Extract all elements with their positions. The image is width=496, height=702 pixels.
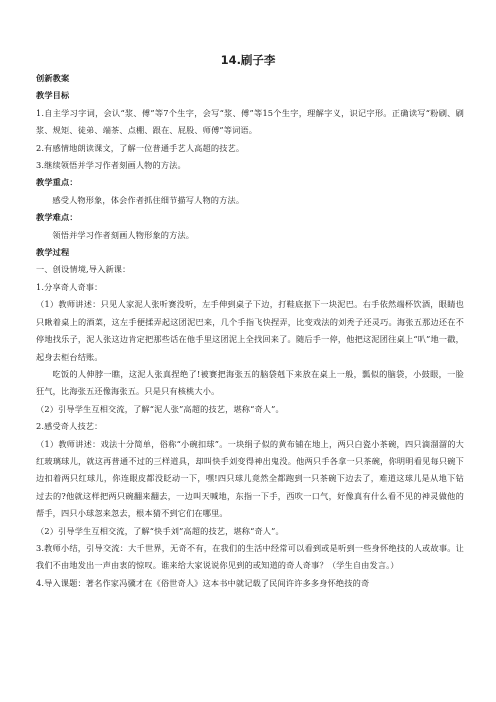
process-step-one: 一、创设情境,导入新课： xyxy=(36,264,131,275)
heading-goals: 教学目标 xyxy=(36,90,70,101)
document-body xyxy=(36,70,464,592)
key-points-text: 感受人物形象，体会作者抓住细节描写人物的方法。 xyxy=(52,194,245,205)
difficult-points-text: 领悟并学习作者刻画人物形象的方法。 xyxy=(52,229,195,240)
heading-plan: 创新教案 xyxy=(36,73,70,83)
process-item-2a: （1）教师讲述：戏法十分简单，俗称“小碗扣球”。一块绢子似的黄布铺在地上，两只白瓷小茶碗，四只滴溜溜的大红玻璃球儿，就这再普通不过的三样道具，却叫快手刘变得神出鬼没。他两只手各拿一只茶碗，你明明看见每只碗下边扣着两只红球儿，你连眼皮都没眨动一下，嘿!四只球儿竟然全都跑到一只茶碗下边去了，难道这球儿是从地下钻过去的?他就这样把两只碗翻来翻去，一边叫天喊地，东指一下手，西吹一口气，好像真有什么看不见的神灵做他的帮手，四只小球忽来忽去，根本猜不到它们在哪里。 xyxy=(36,438,464,519)
goal-item-2: 2.有感情地朗读课文，了解一位普通手艺人高超的技艺。 xyxy=(36,142,245,153)
process-item-2b: （2）引导学生互相交流，了解“快手刘”高超的技艺，堪称“奇人”。 xyxy=(36,525,284,536)
process-item-3: 3.教师小结，引导交流：大千世界，无奇不有，在我们的生活中经常可以看到或是听到一些身怀绝技的人或故事。让我们不由地发出一声由衷的惊叹。谁来给大家说说你见到的或知道的奇人奇事？（学生自由发言。） xyxy=(36,542,464,571)
process-item-1a: （1）教师讲述：只见人家泥人张听赛没听，左手伸到桌子下边，打鞋底抠下一块泥巴。右手依然端杯饮酒，眼睛也只瞅着桌上的酒菜，这左手便揉弄起这团泥巴来，几个手指飞快捏弄，比变戏法的刘秃子还灵巧。海张五那边还在不停地找乐子，泥人张这边肯定把那些话在他手里这团泥上全找回来了。随后手一停，他把这泥团往桌上“叭”地一戳，起身去柜台结账。 xyxy=(36,299,464,362)
document-title: 14.刷子李 xyxy=(220,53,276,67)
goal-item-3: 3.继续领悟并学习作者刻画人物的方法。 xyxy=(36,160,186,171)
process-item-2: 2.感受奇人技艺： xyxy=(36,421,103,432)
process-item-1: 1.分享奇人奇事： xyxy=(36,281,103,292)
goal-item-1: 1.自主学习字词，会认“浆、傅”等7个生字，会写“浆、傅”等15个生字，理解字义，识记字形。正确读写“粉刷、刷浆、规矩、徒弟、端茶、点棚、跟在、屁股、师傅”等词语。 xyxy=(36,107,464,136)
process-item-1a-cont: 吃饭的人伸脖一瞧，这泥人张真捏绝了!被赛把海张五的脑袋剋下来放在桌上一般，瓢似的脑袋，小鼓眼，一脸狂气，比海张五还像海张五。只是只有核桃大小。 xyxy=(36,368,464,397)
process-item-1b: （2）引导学生互相交流，了解“泥人张”高超的技艺，堪称“奇人”。 xyxy=(36,403,284,414)
heading-process: 教学过程 xyxy=(36,247,70,258)
process-item-4: 4.导入课题：著名作家冯骥才在《俗世奇人》这本书中就记载了民间许许多多身怀绝技的奇 xyxy=(36,577,370,588)
heading-key-points: 教学重点： xyxy=(36,177,78,188)
heading-difficult-points: 教学难点： xyxy=(36,212,78,223)
